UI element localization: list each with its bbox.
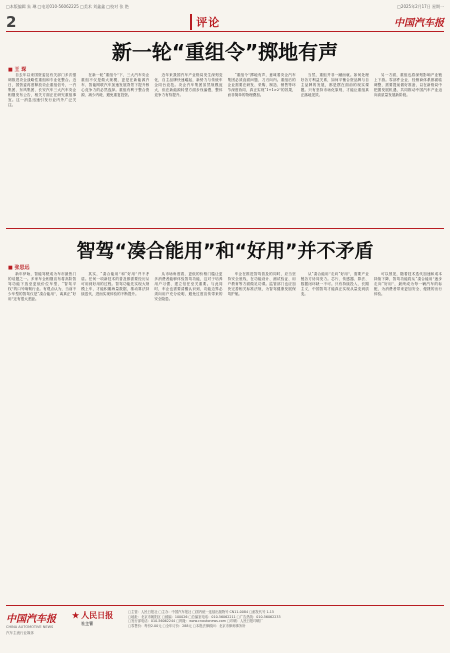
star-icon: ★ <box>72 610 80 620</box>
article1-paragraph: 近年来我国汽车产业格局发生深刻变化，自主品牌快速崛起，新势力与传统车企同台竞技。央企汽车集团虽然规模庞大，但在新能源转型方面步伐偏慢，整体竞争力有待提升。 <box>154 73 223 97</box>
article2-paragraph: 可以预见，随着技术迭代加速和成本持续下降，智驾功能将从“凑合能用”逐步走向“好用”，最终成为每一辆汽车的标配，为消费者带来更加安全、便捷的出行体验。 <box>373 272 443 296</box>
article2-paragraph: 车企在推进智驾普及的同时，应当坚持安全底线，在功能设计、测试验证、用户教育等方面做足功课。监管部门也应加快完善相关标准法规，为智驾健康发展保驾护航。 <box>227 272 296 296</box>
masthead-logo: 中国汽车报 <box>394 18 444 29</box>
article1-column <box>228 73 296 223</box>
footer-brand-name: 人民日报 <box>81 610 114 620</box>
article2-paragraph: 其实，“凑合能用”和“好用”并不矛盾。任何一项新技术的普及都需要经历从可用到好用的过程。智驾功能先实现大规模上车，才能积累海量数据，推动算法持续迭代，进而实现体验的不断提升。 <box>81 272 150 296</box>
article2-column <box>81 272 149 600</box>
article1-author: ■ 王 琛 <box>8 67 27 73</box>
page-header <box>6 12 444 32</box>
article1-column <box>154 73 222 223</box>
article1-paragraph: 当然，重组并非一蹴而就。如何处理好各方利益关系，如何平衡合资品牌与自主品牌的发展，都是摆在面前的现实课题。只有坚持市场化原则，才能让重组真正落地见效。 <box>300 73 369 97</box>
footer-info-line: □零售价：每份2.00元 □全年订价：288元 □本报法律顾问：北京市律师事务所 <box>128 623 246 628</box>
editor-info: □本版编辑 朱 琳 □电话010-56062225 □美术 刘鑫鑫 □校对 张 艳 <box>6 4 129 9</box>
footer-logo <box>6 610 66 649</box>
article2-paragraph: 从“凑合能用”走向“好用”，需要产业链各方协同发力。芯片、传感器、算法、数据闭环缺一不可。只有持续投入、长期主义，中国智驾才能真正实现从量变到质变。 <box>300 272 369 296</box>
article2-author: ■ 张思远 <box>8 265 30 271</box>
article1-column <box>374 73 442 223</box>
footer-info-line: □主管：人民日报社 □主办：中国汽车报社 □国内统一连续出版物号 CN11-0084 □邮发代号 1-15 <box>128 610 274 614</box>
article2-body <box>8 272 442 600</box>
article1-column <box>301 73 369 223</box>
article2-column <box>374 272 442 600</box>
top-info-line <box>6 3 444 11</box>
page-footer <box>6 605 444 649</box>
page-number: 2 <box>6 12 17 31</box>
issue-date: □2025年2月17日 星期一 <box>397 4 444 9</box>
article-divider <box>6 228 444 229</box>
footer-info-line: □地址：北京市朝阳区 □邮编：100026 □总编室电话：010-56062211 □广告热线：010-56062233 <box>128 614 281 619</box>
article1-body <box>8 73 442 223</box>
footer-logo-note: 汽车主流行业媒体 <box>6 631 34 635</box>
article1-headline: 新一轮“重组令”掷地有声 <box>111 40 339 64</box>
article2-paragraph: 新年伊始，智能驾驶成为车市最热门的话题之一。多家车企相继宣布将高阶智驾功能下放至更低价位车型，“智驾平权”的口号响彻行业。有观点认为，当前不少车型的智驾仅是“凑合能用”，离真正“好用”还有很大差距。 <box>8 272 77 301</box>
section-title: 评论 <box>190 14 220 30</box>
article1-paragraph: 在新一轮“重组令”下，三大汽车央企重组不仅是做大规模，更是在新能源汽车、智能网联汽车加速发展背景下提升核心竞争力的必然选择。重组有利于整合资源、减少内耗、避免重复投资。 <box>81 73 150 97</box>
article1-paragraph: 另一方面，重组也将深刻影响产业链上下游。零部件企业、经销商体系都面临调整，需要提前做好准备，以在新格局中把握发展机遇，共同推动中国汽车产业迈向高质量发展新阶段。 <box>373 73 443 97</box>
article2-column <box>154 272 222 600</box>
article1-column <box>81 73 149 223</box>
footer-brand-sub: 社主管 <box>81 621 94 626</box>
article2-headline: 智驾“凑合能用”和“好用”并不矛盾 <box>76 240 374 262</box>
article1-paragraph: “重组令”掷地有声，意味着央企汽车集团必须直面问题、刀刃向内。重组后的企业需要在研发、采购、制造、销售等环节深度协同，真正实现“1+1>2”的效果，而非简单的物理叠加。 <box>227 73 296 97</box>
article1-column <box>8 73 76 223</box>
footer-info <box>128 610 444 649</box>
article1-paragraph: 自去年以来国资委及有关部门多次强调推进央企战略性重组和专业化整合。近日，国资委再度释放央企重组信号，一汽集团、东风集团、长安汽车三大汽车央企相继发布公告，相关方面正在研究重组事宜。这一消息迅速引发行业内外广泛关注。 <box>8 73 77 107</box>
footer-logo-en: CHINA AUTOMOTIVE NEWS <box>6 625 54 629</box>
footer-info-line: □发行部电话：010-56062244 □网址：www.cnautonews.com □印刷：人民日报印刷厂 <box>128 619 264 624</box>
footer-brand <box>72 610 122 649</box>
article2-paragraph: 从市场角度看，更低的价格门槛让更多消费者能够体验智驾功能，这对于培养用户习惯、建立信任至关重要。与此同时，车企也需要清醒认识到，功能边界必须向用户充分说明，避免过度宣传带来的安全隐患。 <box>154 272 223 301</box>
article2-column <box>228 272 296 600</box>
article2-column <box>301 272 369 600</box>
footer-logo-text: 中国汽车报 <box>6 614 56 625</box>
article2-column <box>8 272 76 600</box>
